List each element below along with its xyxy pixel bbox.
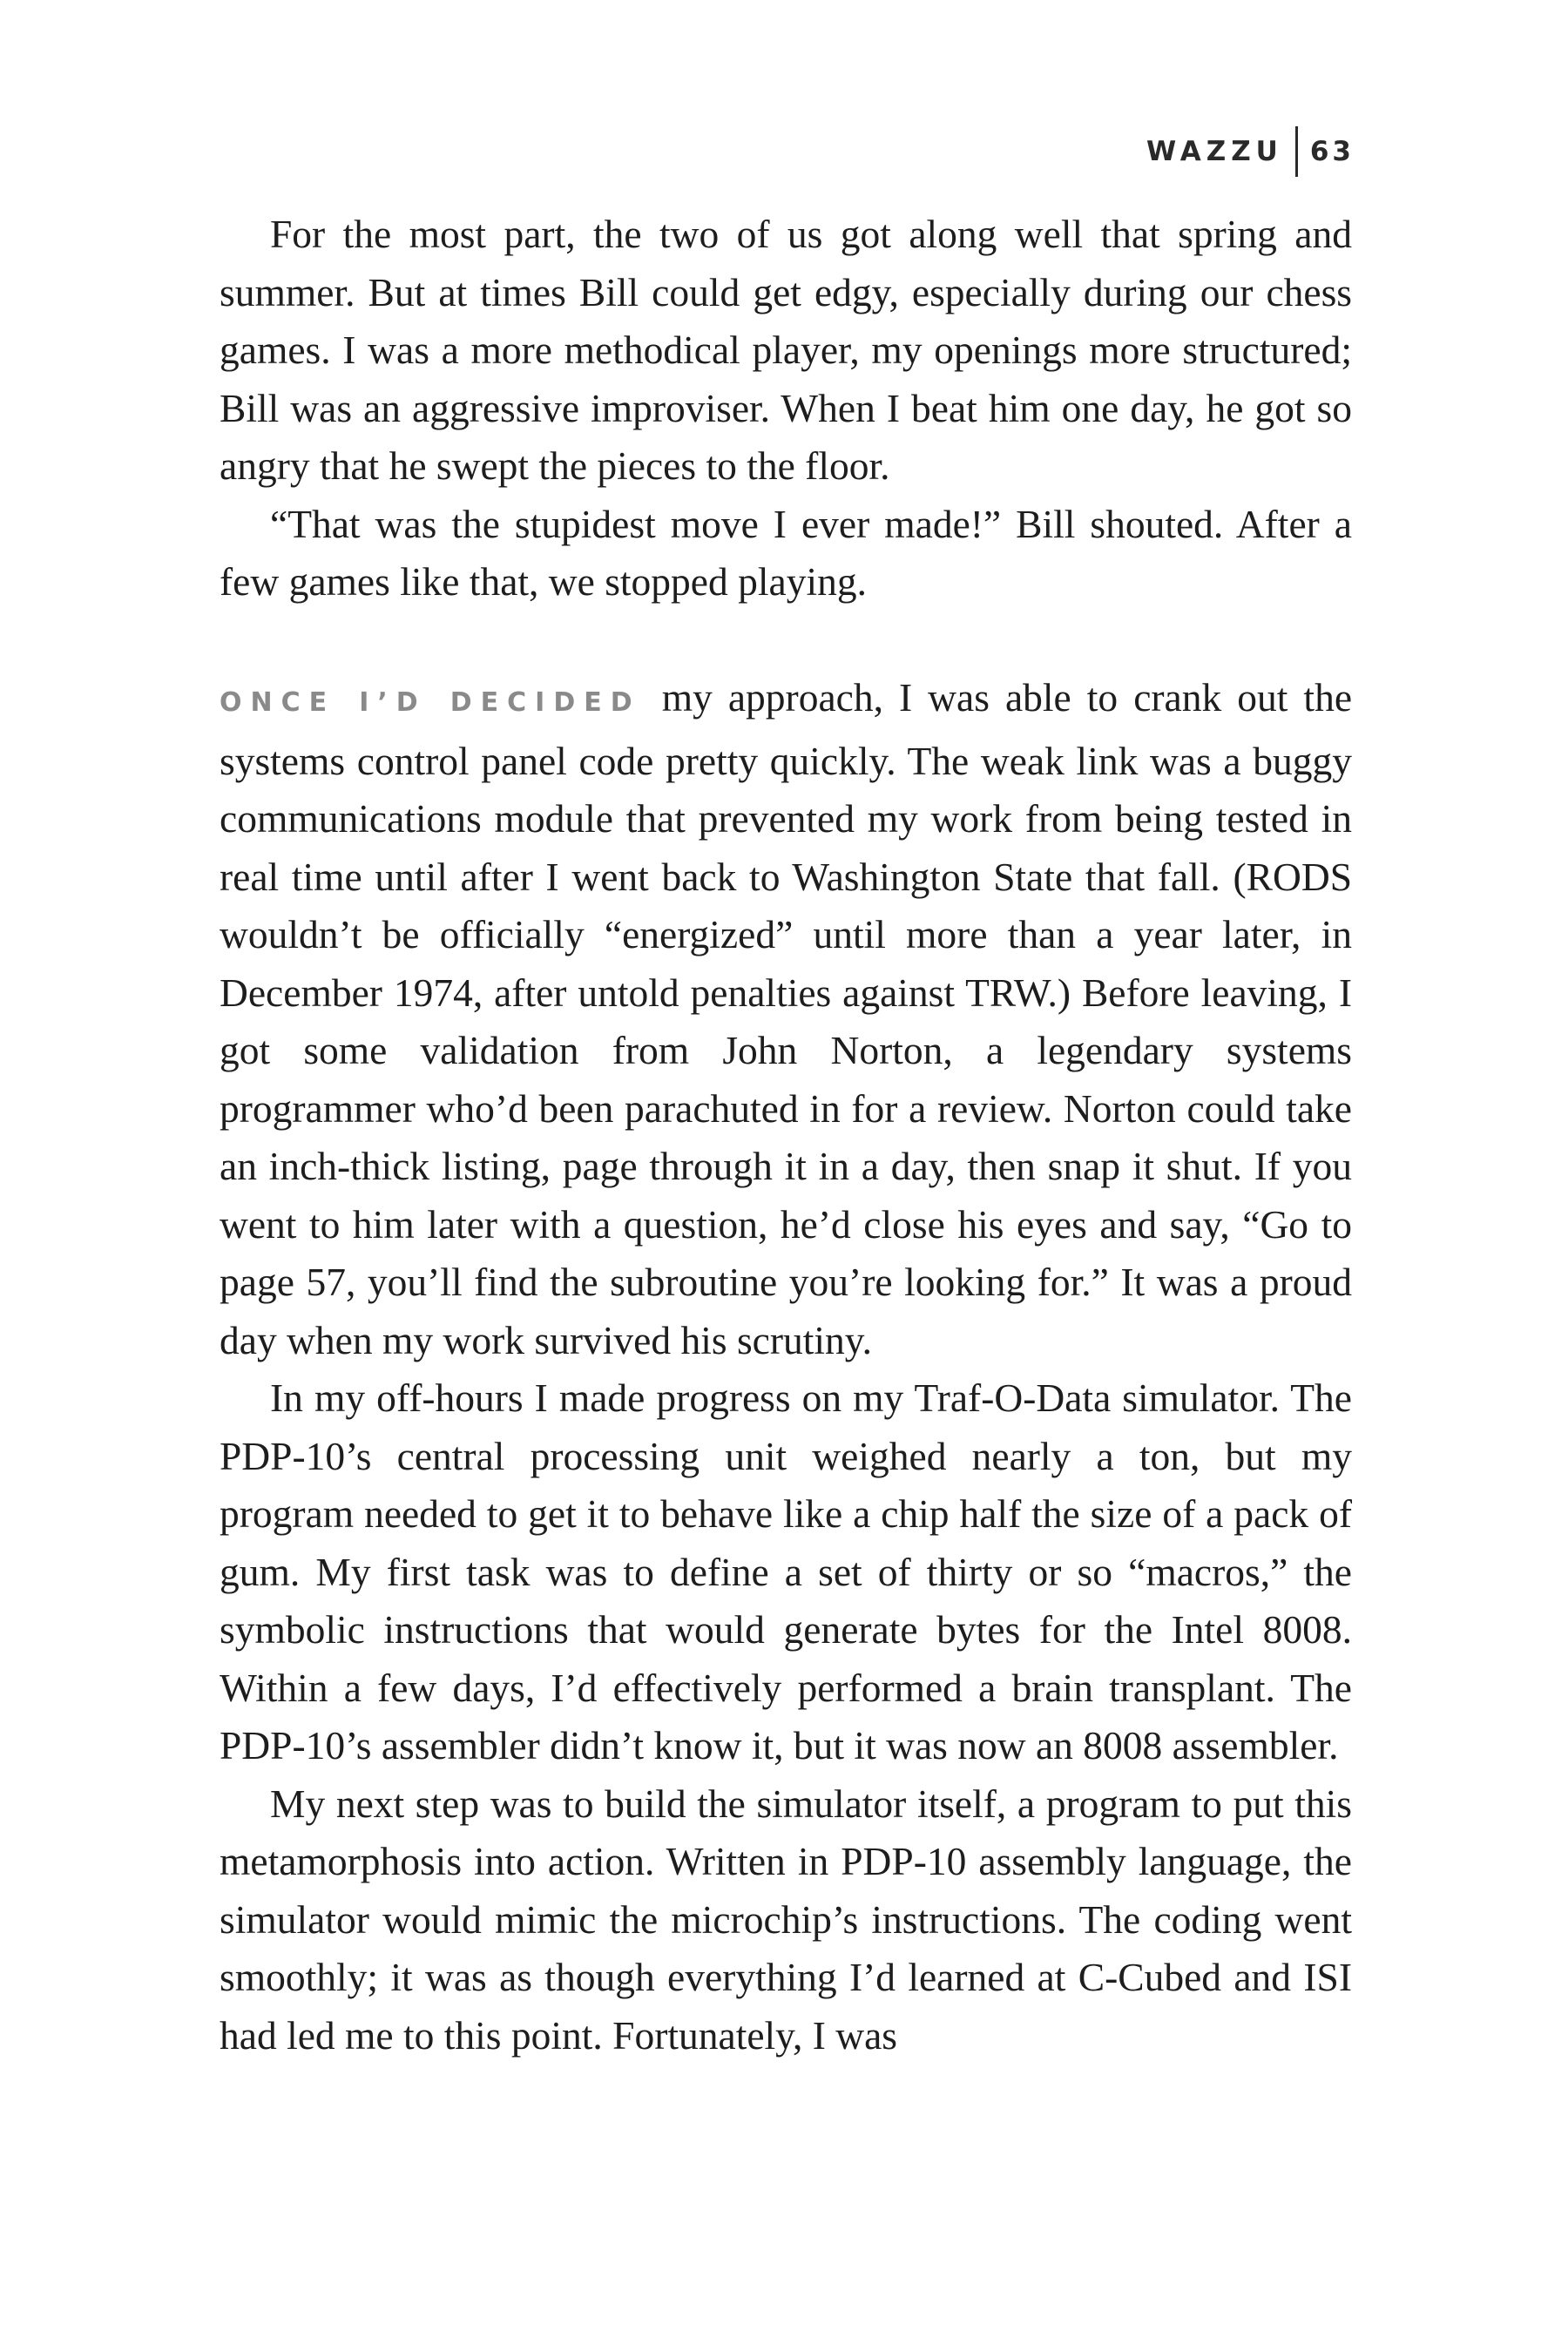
running-head-title: WAZZU xyxy=(1146,136,1283,167)
paragraph-text: my approach, I was able to crank out the systems control panel code pretty quickly. The weak link was a buggy communications module that prevented my work from being tested in real time until after I went back to Washington State that fall. (RODS wouldn’t be officially “energized” until more than a year later, in December 1974, after untold penalties against TRW.) Before leaving, I got some validation from John Norton, a legendary systems programmer who’d been parachuted in for a review. Norton could take an inch-thick listing, page through it in a day, then snap it shut. If you went to him later with a question, he’d close his eyes and say, “Go to page 57, you’ll find the subroutine you’re looking for.” It was a proud day when my work survived his scrutiny. xyxy=(220,675,1353,1362)
paragraph: My next step was to build the simulator itself, a program to put this metamorphosis into action. Written in PDP-10 assembly language, the simulator would mimic the microchip’s instructions. The coding went smoothly; it was as though everything I’d learned at C-Cubed and ISI had led me to this point. Fortunately, I was xyxy=(220,1781,1352,2058)
running-head-divider xyxy=(1295,126,1298,177)
paragraph: “That was the stupidest move I ever made!” Bill shouted. After a few games like that, we stopped playing. xyxy=(220,501,1352,604)
page-number: 63 xyxy=(1309,136,1355,167)
section-lead-in: ONCE I’D DECIDED xyxy=(220,687,641,718)
body-text xyxy=(220,206,1352,2065)
paragraph: In my off-hours I made progress on my Traf-O-Data simulator. The PDP-10’s central processing unit weighed nearly a ton, but my program needed to get it to behave like a chip half the size of a pack of gum. My first task was to define a set of thirty or so “macros,” the symbolic instructions that would generate bytes for the Intel 8008. Within a few days, I’d effectively performed a brain transplant. The PDP-10’s assembler didn’t know it, but it was now an 8008 assembler. xyxy=(220,1375,1352,1767)
running-head xyxy=(1146,126,1355,177)
paragraph: For the most part, the two of us got along well that spring and summer. But at times Bill could get edgy, especially during our chess games. I was a more methodical player, my openings more structured; Bill was an aggressive improviser. When I beat him one day, he got so angry that he swept the pieces to the floor. xyxy=(220,212,1352,488)
section-paragraph xyxy=(220,669,1352,1369)
